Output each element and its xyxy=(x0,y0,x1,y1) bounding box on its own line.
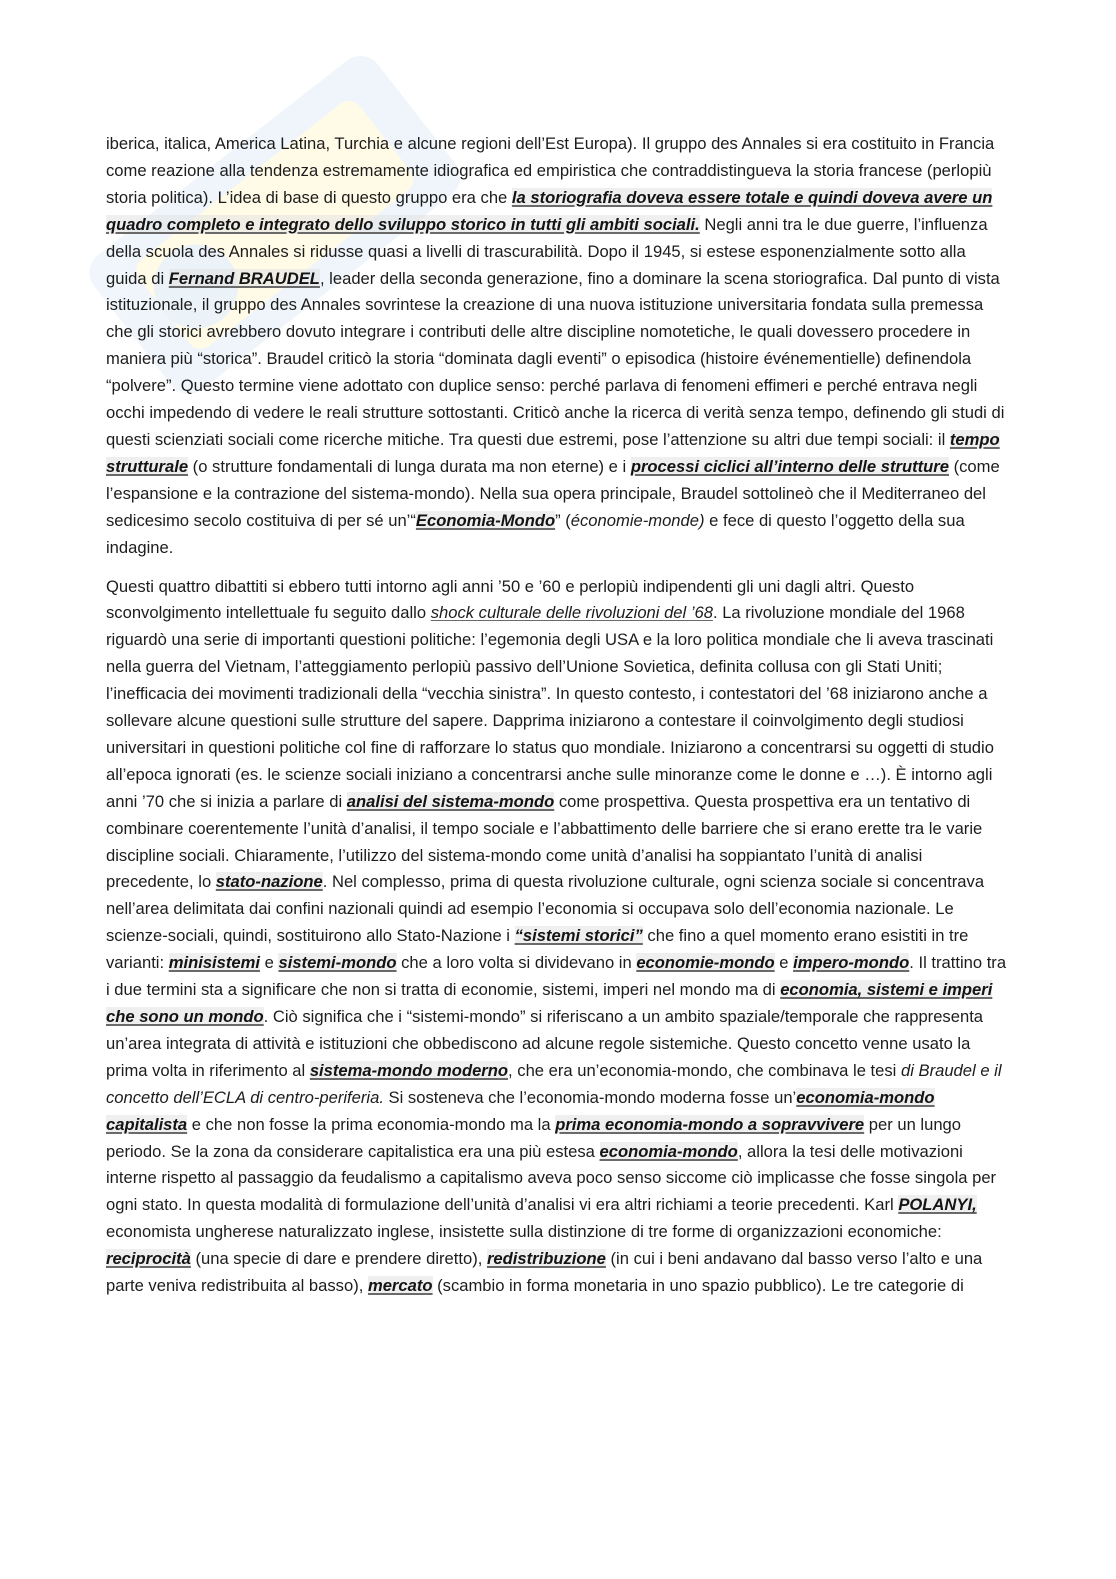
key-term: mercato xyxy=(367,1276,433,1296)
key-term: redistribuzione xyxy=(486,1249,606,1269)
key-term: economia-mondo xyxy=(599,1141,738,1161)
text-run: (come l’espansione e la contrazione del sistema-mondo). Nella sua opera principale, Braudel sottolineò che il Mediterraneo del sedicesimo secolo costituiva di per sé un’“ xyxy=(106,456,1000,530)
text-run: come prospettiva. Questa prospettiva era un tentativo di combinare coerentemente l’unità d’analisi, il tempo sociale e l’abbattimento delle barriere che si erano erette tra le varie discipline sociali. Chiaramente, l’utilizzo del sistema-mondo come unità d’analisi ha soppiantato l’unità di analisi precedente, lo xyxy=(106,791,983,892)
text-run: (in cui i beni andavano dal basso verso l’alto e una parte veniva redistribuita al basso), xyxy=(106,1249,983,1296)
key-term: POLANYI, xyxy=(898,1195,977,1215)
key-term: “sistemi storici” xyxy=(514,926,643,946)
text-run: , leader della seconda generazione, fino a dominare la scena storiografica. Dal punto di vista istituzionale, il gruppo des Annales sovrintese la creazione di una nuova istituzione universitaria fondata sulla premessa che gli storici avrebbero dovuto integrare i contributi delle altre discipline nomotetiche, le quali dovessero procedere in maniera più “storica”. Braudel criticò la storia “dominata dagli eventi” o episodica (histoire événementielle) definendola “polvere”. Questo termine viene adottato con duplice senso: perché parlava di fenomeni effimeri e perché entrava negli occhi impedendo di vedere le reali strutture sottostanti. Criticò anche la ricerca di verità senza tempo, definendo gli studi di questi scienziati sociali come ricerche mitiche. Tra questi due estremi, pose l’attenzione su altri due tempi sociali: il xyxy=(106,268,1005,449)
paragraph xyxy=(106,131,1008,562)
key-term: analisi del sistema-mondo xyxy=(346,791,555,811)
text-run: e fece di questo l’oggetto della sua indagine. xyxy=(106,510,965,557)
italic-text: di Braudel e il concetto dell’ECLA di centro-periferia. xyxy=(106,1060,1002,1107)
key-term: la storiografia doveva essere totale e quindi doveva avere un quadro completo e integrato dello sviluppo storico in tutti gli ambiti sociali. xyxy=(106,187,993,234)
key-term: sistema-mondo moderno xyxy=(309,1060,509,1080)
text-run: ” ( xyxy=(555,510,571,530)
document-page xyxy=(106,131,1008,1312)
text-run: che a loro volta si dividevano in xyxy=(396,953,637,973)
text-run: , che era un’economia-mondo, che combinava le tesi xyxy=(508,1060,901,1080)
paragraph xyxy=(106,574,1008,1300)
text-run: , allora la tesi delle motivazioni interne rispetto al passaggio da feudalismo a capitalismo aveva poco senso siccome ciò implicasse che fosse singola per ogni stato. In questa modalità di formulazione dell’unità d’analisi vi era altri richiami a teorie precedenti. Karl xyxy=(106,1141,997,1215)
text-run: (una specie di dare e prendere diretto), xyxy=(190,1249,487,1269)
key-term: processi ciclici all’interno delle strutture xyxy=(630,456,949,476)
text-run: . La rivoluzione mondiale del 1968 riguardò una serie di importanti questioni politiche: l’egemonia degli USA e la loro politica mondiale che li aveva trascinati nella guerra del Vietnam, l’atteggiamento perlopiù passivo dell’Unione Sovietica, definita collusa con gli Stati Uniti; l’inefficacia dei movimenti tradizionali della “vecchia sinistra”. In questo contesto, i contestatori del ’68 iniziarono anche a sollevare alcune questioni sulle strutture del sapere. Dapprima iniziarono a contestare il coinvolgimento degli studiosi universitari in questioni politiche col fine di rafforzare lo status quo mondiale. Iniziarono a concentrarsi su oggetti di studio all’epoca ignorati (es. le scienze sociali iniziano a concentrarsi anche sulle minoranze come le donne e …). È intorno agli anni ’70 che si inizia a parlare di xyxy=(106,603,994,811)
text-run: Si sosteneva che l’economia-mondo moderna fosse un’ xyxy=(383,1087,797,1107)
key-term: economia-mondo capitalista xyxy=(106,1087,935,1134)
key-term: impero-mondo xyxy=(793,953,910,973)
text-run: Questi quattro dibattiti si ebbero tutti intorno agli anni ’50 e ’60 e perlopiù indipendenti gli uni dagli altri. Questo sconvolgimento intellettuale fu seguito dallo xyxy=(106,576,915,623)
key-term: prima economia-mondo a sopravvivere xyxy=(555,1114,865,1134)
key-term: minisistemi xyxy=(168,953,261,973)
key-term: Economia-Mondo xyxy=(415,510,556,530)
text-run: . Ciò significa che i “sistemi-mondo” si riferiscano a un ambito spaziale/temporale che rappresenta un’area integrata di attività e istituzioni che obbediscono ad alcune regole sistemiche. Questo concetto venne usato la prima volta in riferimento al xyxy=(106,1007,984,1080)
key-term: sistemi-mondo xyxy=(278,953,397,973)
text-run: . Il trattino tra i due termini sta a significare che non si tratta di economie, sistemi, imperi nel mondo ma di xyxy=(106,953,1007,1000)
key-term: reciprocità xyxy=(106,1249,191,1269)
text-run: iberica, italica, America Latina, Turchia e alcune regioni dell’Est Europa). Il gruppo des Annales si era costituito in Francia come reazione alla tendenza estremamente idiografica ed empiristica che contraddistingueva la storia francese (perlopiù storia politica). L’idea di base di questo gruppo era che xyxy=(106,134,995,207)
text-run: . Nel complesso, prima di questa rivoluzione culturale, ogni scienza sociale si concentrava nell’area delimitata dai confini nazionali quindi ad esempio l’economia si occupava solo dell’economia nazionale. Le scienze-sociali, quindi, sostituirono allo Stato-Nazione i xyxy=(106,872,985,946)
text-run: Negli anni tra le due guerre, l’influenza della scuola des Annales si ridusse quasi a livelli di trascurabilità. Dopo il 1945, si estese esponenzialmente sotto alla guida di xyxy=(106,214,988,288)
key-term: economia, sistemi e imperi che sono un mondo xyxy=(106,980,993,1026)
key-term: stato-nazione xyxy=(215,872,323,892)
text-run: e che non fosse la prima economia-mondo ma la xyxy=(187,1114,556,1134)
text-run: economista ungherese naturalizzato inglese, insistette sulla distinzione di tre forme di organizzazioni economiche: xyxy=(106,1222,942,1242)
key-term: economie-mondo xyxy=(636,953,775,973)
text-run: che fino a quel momento erano esistiti in tre varianti: xyxy=(106,926,969,973)
key-term: Fernand BRAUDEL xyxy=(168,268,320,288)
underlined-phrase: shock culturale delle rivoluzioni del ’68 xyxy=(430,603,713,623)
key-term: tempo strutturale xyxy=(106,429,1000,476)
text-run: e xyxy=(774,953,794,973)
text-run: per un lungo periodo. Se la zona da considerare capitalistica era una più estesa xyxy=(106,1114,962,1161)
text-run: (scambio in forma monetaria in uno spazio pubblico). Le tre categorie di xyxy=(432,1276,964,1296)
text-run: e xyxy=(260,953,279,973)
italic-text: économie-monde) xyxy=(570,510,705,530)
text-run: (o strutture fondamentali di lunga durata ma non eterne) e i xyxy=(188,456,631,476)
